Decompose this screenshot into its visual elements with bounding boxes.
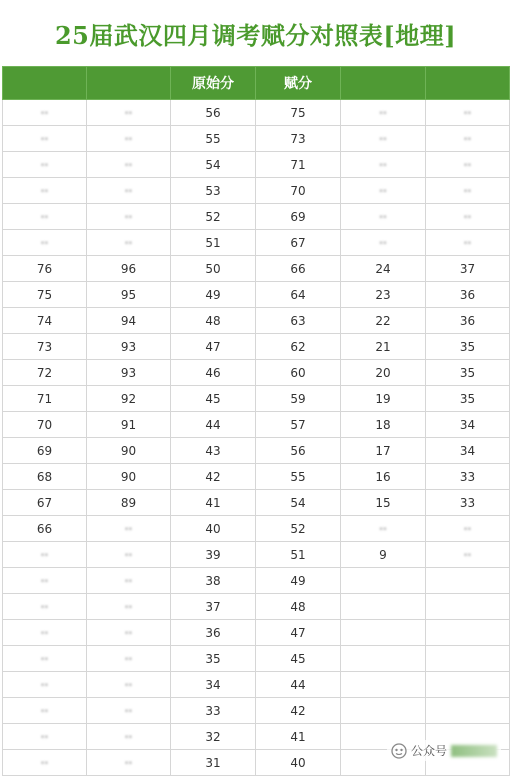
table-cell: 57 [256, 412, 341, 438]
table-cell: ·· [426, 152, 510, 178]
table-cell: 47 [171, 334, 256, 360]
table-cell: 93 [87, 360, 171, 386]
table-cell: 49 [256, 568, 341, 594]
table-cell: 37 [426, 256, 510, 282]
table-cell: 37 [171, 594, 256, 620]
table-cell: 60 [256, 360, 341, 386]
table-cell: 91 [87, 412, 171, 438]
table-cell: 35 [171, 646, 256, 672]
table-cell [341, 698, 426, 724]
column-header [3, 67, 87, 100]
table-cell: ·· [3, 698, 87, 724]
table-cell: ·· [341, 152, 426, 178]
table-cell: 95 [87, 282, 171, 308]
table-cell: ·· [87, 230, 171, 256]
table-row [3, 256, 510, 282]
table-cell: 36 [426, 308, 510, 334]
table-cell: 55 [171, 126, 256, 152]
table-cell: 17 [341, 438, 426, 464]
table-row [3, 542, 510, 568]
table-cell: 55 [256, 464, 341, 490]
table-cell: 49 [171, 282, 256, 308]
table-cell: 73 [256, 126, 341, 152]
table-cell [341, 568, 426, 594]
table-row [3, 360, 510, 386]
table-cell: ·· [87, 646, 171, 672]
wechat-official-account-icon [391, 743, 407, 759]
table-cell: 76 [3, 256, 87, 282]
table-cell: ·· [3, 568, 87, 594]
table-cell: ·· [3, 178, 87, 204]
table-header-row [3, 67, 510, 100]
table-cell: 75 [3, 282, 87, 308]
table-cell: 68 [3, 464, 87, 490]
score-conversion-table [2, 66, 510, 776]
table-cell [426, 672, 510, 698]
table-row [3, 568, 510, 594]
table-cell: 66 [256, 256, 341, 282]
table-cell: 67 [3, 490, 87, 516]
table-cell: ·· [426, 204, 510, 230]
table-cell: 9 [341, 542, 426, 568]
table-cell: 41 [171, 490, 256, 516]
table-cell: 38 [171, 568, 256, 594]
table-cell: 73 [3, 334, 87, 360]
table-cell: ·· [426, 542, 510, 568]
table-cell: ·· [3, 100, 87, 126]
table-cell: ·· [87, 204, 171, 230]
table-cell: 93 [87, 334, 171, 360]
table-cell: 24 [341, 256, 426, 282]
column-header [341, 67, 426, 100]
table-cell: 71 [256, 152, 341, 178]
table-row [3, 204, 510, 230]
table-cell: 96 [87, 256, 171, 282]
table-cell [341, 672, 426, 698]
table-cell [341, 646, 426, 672]
table-cell: ·· [87, 568, 171, 594]
table-cell: ·· [426, 126, 510, 152]
table-cell: 45 [256, 646, 341, 672]
table-row [3, 334, 510, 360]
table-cell: 22 [341, 308, 426, 334]
table-body [3, 100, 510, 776]
table-cell: 94 [87, 308, 171, 334]
table-cell: 71 [3, 386, 87, 412]
table-cell: ·· [87, 100, 171, 126]
table-cell: 34 [426, 412, 510, 438]
table-cell: ·· [3, 204, 87, 230]
table-cell: ·· [87, 724, 171, 750]
table-cell: 70 [3, 412, 87, 438]
watermark [387, 740, 501, 761]
table-cell: 92 [87, 386, 171, 412]
table-cell: ·· [3, 672, 87, 698]
table-cell: 59 [256, 386, 341, 412]
table-cell: 43 [171, 438, 256, 464]
table-cell: 69 [3, 438, 87, 464]
table-cell: 70 [256, 178, 341, 204]
table-cell: ·· [426, 100, 510, 126]
table-cell: ·· [87, 594, 171, 620]
page-title: 25届武汉四月调考赋分对照表[地理] [54, 20, 457, 50]
table-cell: ·· [3, 594, 87, 620]
table-cell: 18 [341, 412, 426, 438]
table-cell: 42 [256, 698, 341, 724]
table-cell: 45 [171, 386, 256, 412]
table-cell: ·· [341, 204, 426, 230]
table-cell: ·· [341, 126, 426, 152]
table-cell [426, 594, 510, 620]
table-row [3, 282, 510, 308]
table-cell: 54 [256, 490, 341, 516]
table-cell: ·· [87, 698, 171, 724]
table-cell: 48 [256, 594, 341, 620]
table-row [3, 126, 510, 152]
table-cell: 48 [171, 308, 256, 334]
table-cell: ·· [341, 230, 426, 256]
table-row [3, 152, 510, 178]
obscured-account-name [451, 745, 497, 757]
table-row [3, 516, 510, 542]
table-cell: 39 [171, 542, 256, 568]
table-cell: 40 [256, 750, 341, 776]
table-cell: ·· [3, 646, 87, 672]
column-header [426, 67, 510, 100]
table-cell: 75 [256, 100, 341, 126]
table-cell: ·· [87, 672, 171, 698]
table-cell [426, 698, 510, 724]
table-cell: ·· [87, 126, 171, 152]
table-cell: 42 [171, 464, 256, 490]
table-row [3, 464, 510, 490]
table-cell: ·· [3, 230, 87, 256]
table-cell: 62 [256, 334, 341, 360]
table-cell: ·· [87, 542, 171, 568]
table-cell: 52 [171, 204, 256, 230]
table-cell: 33 [171, 698, 256, 724]
table-cell [426, 620, 510, 646]
table-cell: 32 [171, 724, 256, 750]
table-cell: 56 [256, 438, 341, 464]
table-cell [426, 646, 510, 672]
table-cell: 54 [171, 152, 256, 178]
table-cell: 19 [341, 386, 426, 412]
table-cell: 56 [171, 100, 256, 126]
table-cell: ·· [3, 126, 87, 152]
table-cell: ·· [87, 620, 171, 646]
table-cell: ·· [341, 178, 426, 204]
table-cell: ·· [341, 100, 426, 126]
column-header-raw-score: 原始分 [171, 67, 256, 100]
table-cell [341, 620, 426, 646]
table-cell [341, 594, 426, 620]
table-row [3, 100, 510, 126]
table-cell: ·· [87, 750, 171, 776]
table-cell: 63 [256, 308, 341, 334]
table-cell: 53 [171, 178, 256, 204]
table-cell: 47 [256, 620, 341, 646]
table-cell: ·· [426, 178, 510, 204]
table-cell: 51 [256, 542, 341, 568]
table-cell: 52 [256, 516, 341, 542]
table-cell: 67 [256, 230, 341, 256]
table-cell: 51 [171, 230, 256, 256]
table-cell: 36 [426, 282, 510, 308]
table-cell: ·· [3, 620, 87, 646]
table-cell: 90 [87, 464, 171, 490]
table-cell: 15 [341, 490, 426, 516]
table-cell: 44 [171, 412, 256, 438]
table-cell: 66 [3, 516, 87, 542]
table-row [3, 490, 510, 516]
table-cell: 44 [256, 672, 341, 698]
table-cell: 34 [171, 672, 256, 698]
column-header-scaled-score: 赋分 [256, 67, 341, 100]
table-cell: ·· [87, 178, 171, 204]
table-row [3, 646, 510, 672]
table-cell: 21 [341, 334, 426, 360]
table-cell: 23 [341, 282, 426, 308]
table-cell: 33 [426, 490, 510, 516]
table-row [3, 438, 510, 464]
table-cell: 36 [171, 620, 256, 646]
column-header [87, 67, 171, 100]
table-cell: 69 [256, 204, 341, 230]
table-row [3, 230, 510, 256]
table-cell: ·· [3, 750, 87, 776]
table-cell: 35 [426, 360, 510, 386]
table-cell: 16 [341, 464, 426, 490]
table-cell: ·· [3, 542, 87, 568]
table-cell: 40 [171, 516, 256, 542]
table-cell: ·· [3, 724, 87, 750]
table-row [3, 308, 510, 334]
table-cell: 74 [3, 308, 87, 334]
table-cell: 34 [426, 438, 510, 464]
table-row [3, 412, 510, 438]
table-row [3, 594, 510, 620]
table-row [3, 620, 510, 646]
table-cell: 89 [87, 490, 171, 516]
table-cell [426, 568, 510, 594]
table-cell: ·· [87, 152, 171, 178]
table-row [3, 672, 510, 698]
table-cell: 33 [426, 464, 510, 490]
table-cell: ·· [3, 152, 87, 178]
table-cell: 31 [171, 750, 256, 776]
table-cell: 46 [171, 360, 256, 386]
watermark-label: 公众号 [410, 744, 447, 758]
table-cell: 35 [426, 334, 510, 360]
table-cell: 50 [171, 256, 256, 282]
table-cell: ·· [87, 516, 171, 542]
table-cell: 64 [256, 282, 341, 308]
table-cell: 72 [3, 360, 87, 386]
table-cell: 35 [426, 386, 510, 412]
table-cell: ·· [341, 516, 426, 542]
table-cell: 90 [87, 438, 171, 464]
table-cell: ·· [426, 230, 510, 256]
table-row [3, 698, 510, 724]
table-cell: 20 [341, 360, 426, 386]
table-row [3, 386, 510, 412]
table-cell: ·· [426, 516, 510, 542]
table-row [3, 178, 510, 204]
table-cell: 41 [256, 724, 341, 750]
